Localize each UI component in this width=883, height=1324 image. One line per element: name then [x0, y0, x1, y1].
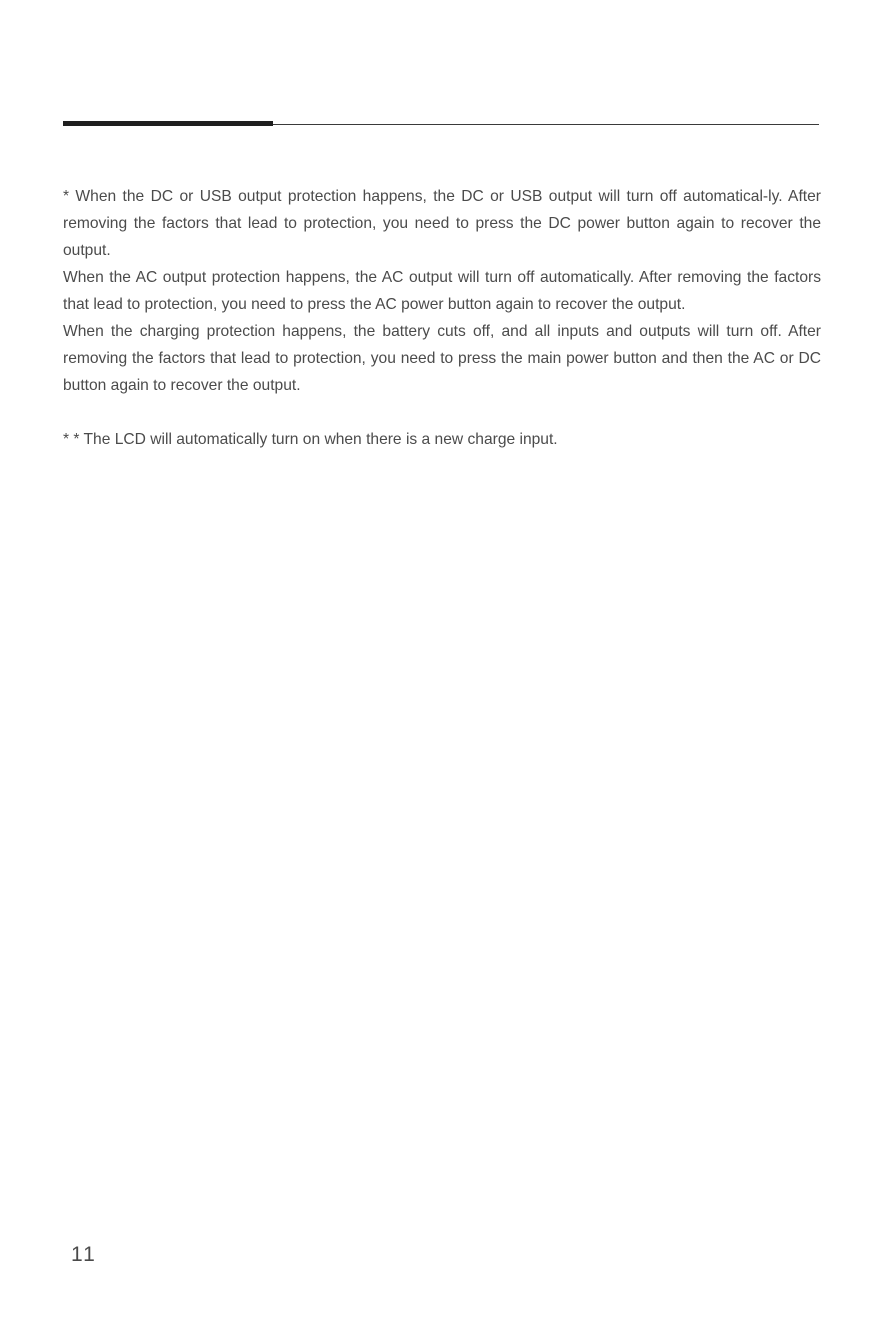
main-content — [63, 183, 821, 453]
page-number: 11 — [71, 1243, 97, 1266]
paragraph-lcd-note: * * The LCD will automatically turn on when there is a new charge input. — [63, 431, 558, 448]
header-rule-accent — [63, 121, 273, 126]
paragraph-charging-protection: When the charging protection happens, the battery cuts off, and all inputs and outputs will turn off. After removing the factors that lead to protection, you need to press the main power button and then the AC or DC button again to recover the output. — [63, 323, 821, 394]
paragraph-dc-usb-protection: * When the DC or USB output protection happens, the DC or USB output will turn off automatical-ly. After removing the factors that lead to protection, you need to press the DC power button again to recover the output. — [63, 188, 821, 259]
paragraph-ac-protection: When the AC output protection happens, the AC output will turn off automatically. After removing the factors that lead to protection, you need to press the AC power button again to recover the output. — [63, 269, 821, 313]
